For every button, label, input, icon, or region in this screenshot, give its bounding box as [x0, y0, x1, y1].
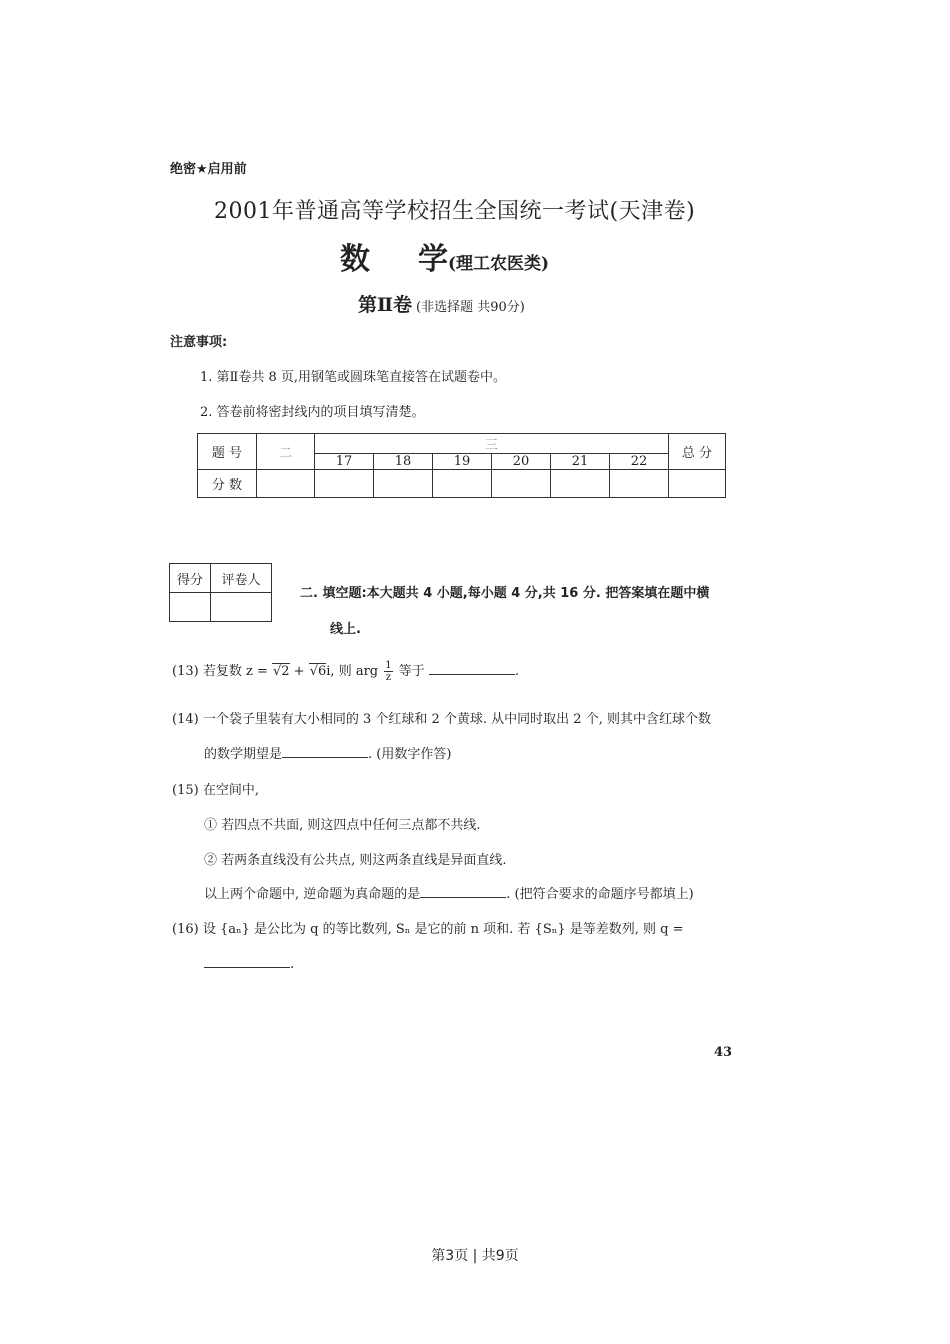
subject-char-2: 学 — [418, 242, 448, 277]
question-text: i, 则 arg — [326, 664, 383, 679]
score-cell — [433, 470, 492, 498]
question-number: (14) — [172, 712, 199, 727]
question-text: 在空间中, — [202, 783, 259, 798]
score-cell — [374, 470, 433, 498]
question-number-label: 题 号 — [198, 434, 257, 470]
question-15-last — [204, 883, 694, 902]
question-14 — [172, 708, 711, 727]
grader-name-label: 评卷人 — [211, 564, 272, 593]
score-table — [197, 433, 726, 498]
question-20-header: 20 — [492, 454, 551, 470]
page-number: 43 — [714, 1045, 733, 1060]
fraction-numerator: 1 — [385, 660, 392, 671]
question-text: 等于 — [394, 664, 425, 679]
question-21-header: 21 — [551, 454, 610, 470]
question-text: 一个袋子里装有大小相同的 3 个红球和 2 个黄球. 从中同时取出 2 个, 则其中含红球个数 — [202, 712, 711, 727]
question-number: (15) — [172, 783, 199, 798]
score-label: 分 数 — [198, 470, 257, 498]
answer-blank[interactable] — [204, 954, 290, 968]
question-13 — [172, 660, 519, 683]
section-2-header: 二 — [257, 434, 315, 470]
question-16-cont — [204, 954, 294, 972]
answer-blank[interactable] — [420, 884, 506, 898]
volume-title — [358, 290, 525, 317]
note-item: 1. 第Ⅱ卷共 8 页,用钢笔或圆珠笔直接答在试题卷中。 — [200, 370, 507, 385]
grader-name-cell — [211, 593, 272, 622]
note-item: 2. 答卷前将密封线内的项目填写清楚。 — [200, 405, 425, 420]
total-score-label: 总 分 — [669, 434, 726, 470]
notes-heading: 注意事项: — [170, 335, 228, 350]
question-number: (13) — [172, 664, 199, 679]
question-text: . (把符合要求的命题序号都填上) — [506, 887, 694, 902]
volume-label: 第Ⅱ卷 — [358, 294, 413, 316]
score-cell — [492, 470, 551, 498]
question-text: 的数学期望是 — [204, 747, 283, 762]
grader-score-cell — [170, 593, 211, 622]
question-number: (16) — [172, 922, 199, 937]
question-17-header: 17 — [315, 454, 374, 470]
question-text: 以上两个命题中, 逆命题为真命题的是 — [204, 887, 421, 902]
page-footer: 第3页 | 共9页 — [431, 1248, 519, 1264]
question-text: . (用数字作答) — [368, 747, 452, 762]
score-cell — [257, 470, 315, 498]
question-15-item-1: ① 若四点不共面, 则这四点中任何三点都不共线. — [204, 818, 481, 833]
exam-title: 2001年普通高等学校招生全国统一考试(天津卷) — [214, 199, 696, 224]
score-cell — [669, 470, 726, 498]
question-text: 若复数 z = — [202, 664, 272, 679]
volume-note: (非选择题 共90分) — [416, 300, 525, 315]
score-cell — [551, 470, 610, 498]
question-15 — [172, 779, 259, 798]
question-15-item-2: ② 若两条直线没有公共点, 则这两条直线是异面直线. — [204, 853, 507, 868]
question-14-cont — [204, 743, 451, 762]
question-text: 设 {aₙ} 是公比为 q 的等比数列, Sₙ 是它的前 n 项和. 若 {Sₙ} 是等差数列, 则 q = — [202, 922, 684, 937]
sqrt-2: √2 — [272, 664, 290, 679]
question-22-header: 22 — [610, 454, 669, 470]
question-end: . — [514, 664, 520, 679]
section-3-header: 三 — [315, 434, 669, 454]
fraction-1-over-z — [384, 660, 392, 683]
section-heading-cont: 线上. — [330, 622, 361, 637]
grader-score-label: 得分 — [170, 564, 211, 593]
subject-title — [340, 234, 549, 278]
question-16 — [172, 918, 684, 937]
question-19-header: 19 — [433, 454, 492, 470]
subject-category: (理工农医类) — [448, 254, 550, 274]
subject-char-1: 数 — [340, 242, 370, 277]
plus-sign: + — [289, 664, 309, 679]
secret-label: 绝密★启用前 — [170, 162, 247, 177]
section-heading: 二. 填空题:本大题共 4 小题,每小题 4 分,共 16 分. 把答案填在题中横 — [300, 586, 710, 601]
answer-blank[interactable] — [282, 744, 368, 758]
score-cell — [315, 470, 374, 498]
answer-blank[interactable] — [429, 661, 515, 675]
sqrt-6: √6 — [309, 664, 327, 679]
score-cell — [610, 470, 669, 498]
grader-table — [169, 563, 272, 622]
question-18-header: 18 — [374, 454, 433, 470]
fraction-denominator: z — [385, 672, 392, 683]
question-end: . — [290, 957, 295, 972]
